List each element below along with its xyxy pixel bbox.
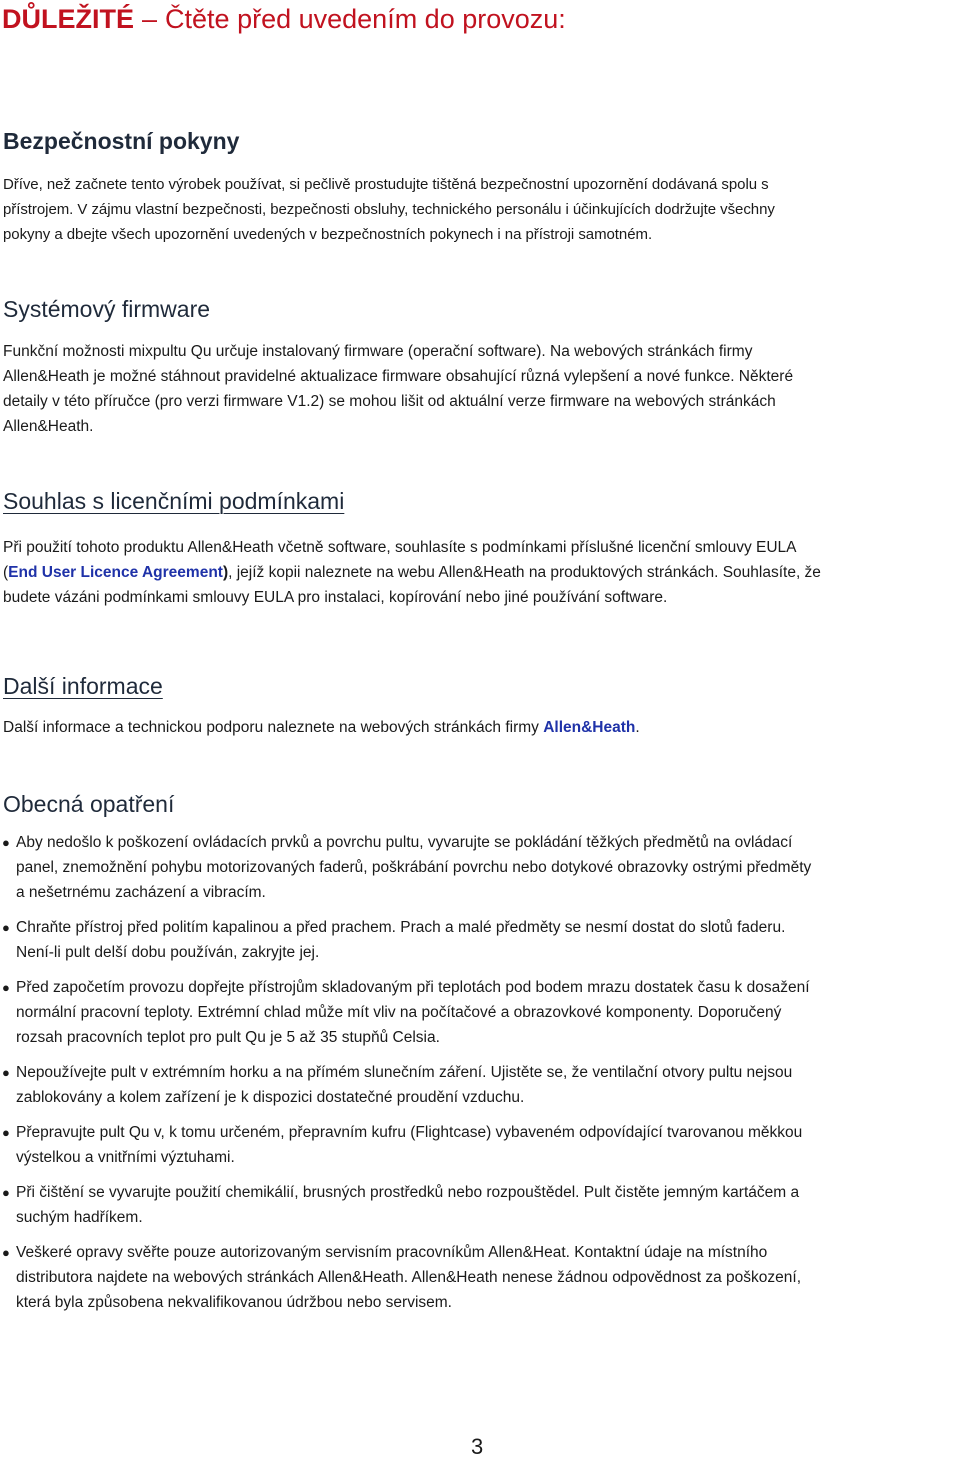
eula-link[interactable]: End User Licence Agreement	[8, 564, 223, 581]
title-instruction: Čtěte před uvedením do provozu:	[165, 4, 566, 34]
list-item	[0, 1180, 960, 1230]
heading-precautions: Obecná opatření	[3, 791, 175, 817]
bullet-icon: ●	[2, 920, 10, 935]
paragraph-line: Dříve, než začnete tento výrobek používat, si pečlivě prostudujte tištěná bezpečnostní upozornění dodávaná spolu s	[3, 176, 769, 193]
list-item-line: Není-li pult delší dobu používán, zakryjte jej.	[16, 944, 320, 961]
list-item-line: Aby nedošlo k poškození ovládacích prvků a povrchu pultu, vyvarujte se pokládání těžkých předmětů na ovládací	[16, 834, 793, 851]
paragraph-line	[3, 715, 955, 740]
firmware-paragraph	[3, 339, 955, 439]
heading-firmware: Systémový firmware	[3, 296, 211, 322]
list-item	[0, 1240, 960, 1315]
info-paragraph	[3, 715, 955, 740]
page-number: 3	[471, 1434, 484, 1459]
eula-close-paren: )	[222, 564, 229, 581]
list-item-line: distributora najdete na webových stránkách Allen&Heath. Allen&Heath nenese žádnou odpovědnost za poškození,	[16, 1269, 801, 1286]
safety-paragraph	[3, 172, 955, 247]
paragraph-line: Allen&Heath je možné stáhnout pravidelné aktualizace firmware obsahující různá vylepšení a nové funkce. Některé	[3, 368, 794, 385]
list-item-line: Přepravujte pult Qu v, k tomu určeném, přepravním kufru (Flightcase) vybaveném odpovídající tvarovanou měkkou	[16, 1124, 803, 1141]
list-item-line: Před započetím provozu dopřejte přístrojům skladovaným při teplotách pod bodem mrazu dostatek času k dosažení	[16, 979, 810, 996]
paragraph-line	[3, 560, 955, 585]
list-item-line: Chraňte přístroj před politím kapalinou a před prachem. Prach a malé předměty se nesmí dostat do slotů faderu.	[16, 919, 786, 936]
list-item-line: Veškeré opravy svěřte pouze autorizovaným servisním pracovníkům Allen&Heat. Kontaktní údaje na místního	[16, 1244, 768, 1261]
info-period: .	[635, 719, 640, 736]
list-item-line: výstelkou a vnitřními výztuhami.	[16, 1149, 235, 1166]
bullet-icon: ●	[2, 1185, 10, 1200]
list-item-line: rozsah pracovních teplot pro pult Qu je 5 až 35 stupňů Celsia.	[16, 1029, 440, 1046]
heading-license: Souhlas s licenčními podmínkami	[3, 488, 345, 514]
license-line-rest: , jejíž kopii naleznete na webu Allen&Heath na produktových stránkách. Souhlasíte, že	[228, 564, 821, 581]
heading-info: Další informace	[3, 673, 163, 699]
list-item-line: která byla způsobena nekvalifikovanou údržbou nebo servisem.	[16, 1294, 452, 1311]
list-item	[0, 975, 960, 1050]
bullet-icon: ●	[2, 980, 10, 995]
page-title	[2, 2, 566, 36]
list-item-line: Nepoužívejte pult v extrémním horku a na přímém slunečním záření. Ujistěte se, že ventilační otvory pultu nejsou	[16, 1064, 793, 1081]
list-item-line: a nešetrnému zacházení a vibracím.	[16, 884, 266, 901]
title-separator: –	[142, 4, 158, 34]
license-paragraph	[3, 535, 955, 610]
precautions-list	[0, 830, 960, 1315]
paragraph-line: detaily v této příručce (pro verzi firmware V1.2) se mohou lišit od aktuální verze firmware na webových stránkách	[3, 393, 776, 410]
list-item	[0, 830, 960, 905]
bullet-icon: ●	[2, 835, 10, 850]
paragraph-line: Allen&Heath.	[3, 418, 94, 435]
eula-open-paren: (	[3, 564, 9, 581]
bullet-icon: ●	[2, 1065, 10, 1080]
bullet-icon: ●	[2, 1125, 10, 1140]
heading-safety: Bezpečnostní pokyny	[3, 128, 240, 154]
paragraph-line: budete vázáni podmínkami smlouvy EULA pro instalaci, kopírování nebo jiné používání software.	[3, 589, 668, 606]
title-important: DŮLEŽITÉ	[2, 4, 134, 34]
list-item	[0, 1060, 960, 1110]
paragraph-line: pokyny a dbejte všech upozornění uvedených v bezpečnostních pokynech i na přístroji samotném.	[3, 226, 653, 243]
list-item-line: normální pracovní teploty. Extrémní chlad může mít vliv na počítačové a obrazovkové komponenty. Doporučený	[16, 1004, 782, 1021]
list-item-line: suchým hadříkem.	[16, 1209, 143, 1226]
info-text: Další informace a technickou podporu naleznete na webových stránkách firmy	[3, 719, 544, 736]
paragraph-line: přístrojem. V zájmu vlastní bezpečnosti, bezpečnosti obsluhy, technického personálu i účinkujících dodržujte všechny	[3, 201, 775, 218]
paragraph-line: Při použití tohoto produktu Allen&Heath včetně software, souhlasíte s podmínkami příslušné licenční smlouvy EULA	[3, 539, 797, 556]
list-item	[0, 915, 960, 965]
list-item-line: zablokovány a kolem zařízení je k dispozici dostatečné proudění vzduchu.	[16, 1089, 525, 1106]
list-item-line: Při čištění se vyvarujte použití chemikálií, brusných prostředků nebo rozpouštědel. Pult čistěte jemným kartáčem a	[16, 1184, 800, 1201]
paragraph-line: Funkční možnosti mixpultu Qu určuje instalovaný firmware (operační software). Na webových stránkách firmy	[3, 343, 753, 360]
list-item-line: panel, znemožnění pohybu motorizovaných faderů, poškrábání povrchu nebo dotykové obrazovky ostrými předměty	[16, 859, 812, 876]
list-item	[0, 1120, 960, 1170]
bullet-icon: ●	[2, 1245, 10, 1260]
allen-heath-link[interactable]: Allen&Heath	[543, 719, 636, 736]
